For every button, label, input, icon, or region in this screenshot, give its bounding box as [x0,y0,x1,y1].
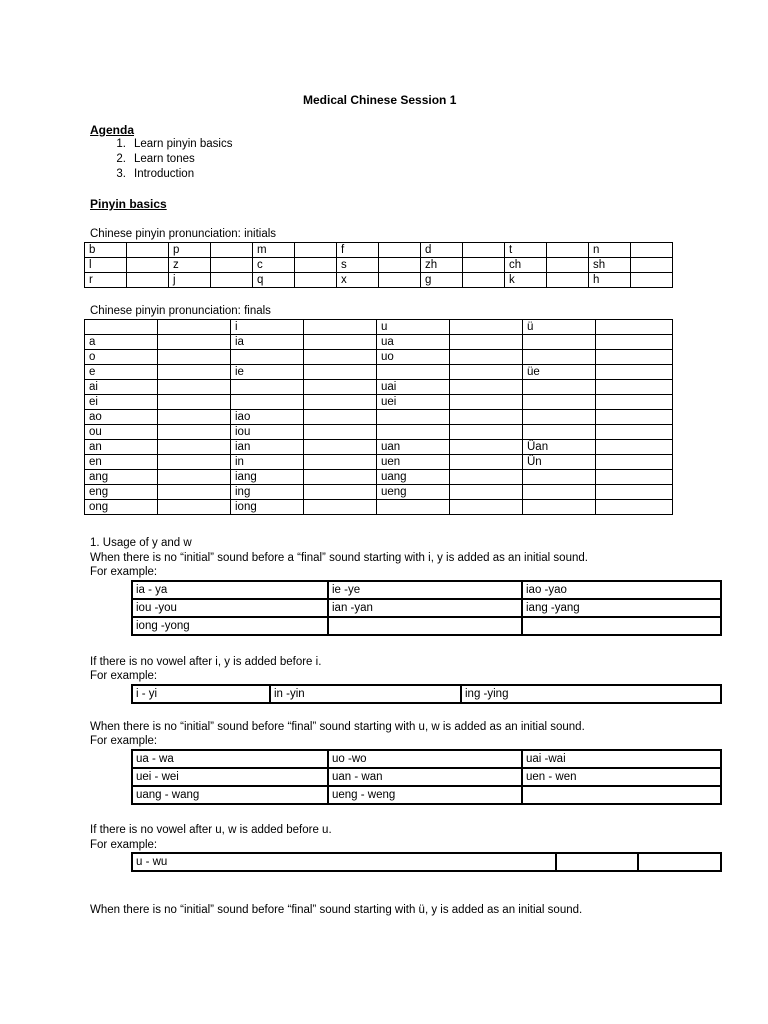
table-cell: b [85,243,127,258]
table-cell: a [85,335,158,350]
y-examples-table [131,580,722,636]
table-cell: o [85,350,158,365]
table-cell [596,470,673,485]
table-cell [450,470,523,485]
table-cell [596,380,673,395]
table-cell: ch [505,258,547,273]
table-cell [450,440,523,455]
table-cell [556,853,638,871]
table-cell [596,335,673,350]
table-cell [463,258,505,273]
yw-sentence-4: If there is no vowel after u, w is added before u. [90,824,332,836]
example-row [132,599,721,617]
table-cell: uo [377,350,450,365]
table-cell [304,500,377,515]
table-cell [377,410,450,425]
yw-sentence-1: When there is no “initial” sound before a “final” sound starting with i, y is added as an initial sound. [90,552,588,564]
table-cell [638,853,721,871]
initials-caption: Chinese pinyin pronunciation: initials [90,228,277,240]
table-cell: ian -yan [328,599,522,617]
table-cell: ie [231,365,304,380]
table-cell: iao [231,410,304,425]
table-cell [158,395,231,410]
table-cell [596,500,673,515]
table-cell [596,455,673,470]
table-cell [523,485,596,500]
table-cell: p [169,243,211,258]
finals-row [85,455,673,470]
table-cell: in [231,455,304,470]
table-cell: ao [85,410,158,425]
table-cell [547,273,589,288]
table-cell: uai -wai [522,750,721,768]
table-cell: k [505,273,547,288]
table-cell: uei - wei [132,768,328,786]
table-cell [304,365,377,380]
table-cell: uang [377,470,450,485]
y-before-i-table [131,684,722,704]
example-row [132,786,721,804]
table-cell [596,410,673,425]
table-cell [450,485,523,500]
table-cell [523,500,596,515]
table-cell [158,470,231,485]
table-cell [127,273,169,288]
table-cell: iong -yong [132,617,328,635]
table-cell: i [231,320,304,335]
table-cell [523,425,596,440]
table-cell [379,243,421,258]
table-cell: uan - wan [328,768,522,786]
table-cell [211,258,253,273]
table-cell: ueng [377,485,450,500]
table-cell: uen - wen [522,768,721,786]
table-cell [304,470,377,485]
table-cell [158,335,231,350]
table-cell [522,786,721,804]
table-cell [463,273,505,288]
agenda-item: 3. Introduction [116,168,195,180]
table-cell [631,258,673,273]
table-cell [304,395,377,410]
table-cell [377,500,450,515]
table-cell [547,258,589,273]
finals-row [85,410,673,425]
table-cell: ang [85,470,158,485]
finals-row [85,485,673,500]
table-cell: ian [231,440,304,455]
table-cell [596,320,673,335]
table-cell: i - yi [132,685,270,703]
example-row [132,685,721,703]
table-cell [379,273,421,288]
table-cell: ai [85,380,158,395]
table-cell: eng [85,485,158,500]
table-cell [158,320,231,335]
table-cell [211,273,253,288]
table-cell [596,395,673,410]
example-row [132,853,721,871]
table-cell: ueng - weng [328,786,522,804]
table-cell [596,425,673,440]
w-examples-table [131,749,722,805]
table-cell [596,440,673,455]
table-cell: iang [231,470,304,485]
table-cell [158,380,231,395]
example-row [132,768,721,786]
table-cell [450,500,523,515]
table-cell: uang - wang [132,786,328,804]
table-cell: ing -ying [461,685,721,703]
table-cell [211,243,253,258]
table-cell: ua [377,335,450,350]
table-cell: q [253,273,295,288]
table-cell: an [85,440,158,455]
agenda-heading: Agenda [90,123,135,137]
page-title: Medical Chinese Session 1 [303,93,457,107]
table-cell [522,617,721,635]
table-cell: ou [85,425,158,440]
example-label-1: For example: [90,566,158,578]
table-cell [304,425,377,440]
initials-row [85,243,673,258]
agenda-item: 2. Learn tones [116,153,195,165]
table-cell: sh [589,258,631,273]
table-cell [295,258,337,273]
table-cell: u [377,320,450,335]
table-cell [295,243,337,258]
finals-row [85,440,673,455]
table-cell: l [85,258,127,273]
table-cell [85,320,158,335]
table-cell: ia [231,335,304,350]
yw-sentence-5: When there is no “initial” sound before “final” sound starting with ü, y is added as an initial sound. [90,904,583,916]
table-cell: d [421,243,463,258]
table-cell [231,350,304,365]
example-label-3: For example: [90,735,158,747]
table-cell [523,470,596,485]
table-cell [450,335,523,350]
yw-sentence-3: When there is no “initial” sound before “final” sound starting with u, w is added as an initial sound. [90,721,585,733]
table-cell: m [253,243,295,258]
table-cell [450,365,523,380]
table-cell: uo -wo [328,750,522,768]
table-cell: üe [523,365,596,380]
table-cell [304,440,377,455]
finals-row [85,500,673,515]
table-cell: t [505,243,547,258]
table-cell: Ün [523,455,596,470]
table-cell: ie -ye [328,581,522,599]
table-cell [450,410,523,425]
table-cell: ia - ya [132,581,328,599]
table-cell: ua - wa [132,750,328,768]
table-cell: uen [377,455,450,470]
table-cell: uei [377,395,450,410]
table-cell [304,485,377,500]
table-cell [450,455,523,470]
table-cell [596,350,673,365]
table-cell: e [85,365,158,380]
table-cell [158,410,231,425]
finals-row [85,470,673,485]
table-cell: uan [377,440,450,455]
yw-sentence-2: If there is no vowel after i, y is added before i. [90,656,322,668]
table-cell: u - wu [132,853,556,871]
table-cell: f [337,243,379,258]
example-label-2: For example: [90,670,158,682]
table-cell [523,395,596,410]
table-cell [304,335,377,350]
table-cell: n [589,243,631,258]
table-cell: r [85,273,127,288]
table-cell [158,365,231,380]
table-cell: ü [523,320,596,335]
table-cell [304,455,377,470]
table-cell [231,395,304,410]
finals-row [85,365,673,380]
table-cell [523,335,596,350]
table-cell [450,350,523,365]
table-cell [631,243,673,258]
finals-row [85,425,673,440]
table-cell [523,410,596,425]
table-cell: iong [231,500,304,515]
table-cell [158,455,231,470]
finals-row [85,395,673,410]
table-cell: iou [231,425,304,440]
table-cell: s [337,258,379,273]
table-cell [377,365,450,380]
table-cell [231,380,304,395]
table-cell [158,425,231,440]
table-cell [158,485,231,500]
table-cell [127,243,169,258]
table-cell [547,243,589,258]
table-cell: zh [421,258,463,273]
table-cell [450,425,523,440]
table-cell [450,395,523,410]
table-cell [304,380,377,395]
table-cell: g [421,273,463,288]
example-row [132,581,721,599]
finals-row [85,320,673,335]
table-cell [463,243,505,258]
table-cell [158,440,231,455]
pinyin-basics-heading: Pinyin basics [90,197,167,211]
agenda-item: 1. Learn pinyin basics [116,138,233,150]
table-cell: ing [231,485,304,500]
table-cell: iao -yao [522,581,721,599]
table-cell [631,273,673,288]
finals-table [84,319,673,515]
table-cell: h [589,273,631,288]
finals-row [85,335,673,350]
table-cell: z [169,258,211,273]
initials-table [84,242,673,288]
table-cell [328,617,522,635]
table-cell [158,500,231,515]
table-cell: x [337,273,379,288]
table-cell [450,380,523,395]
table-cell: iang -yang [522,599,721,617]
table-cell [304,410,377,425]
table-cell [377,425,450,440]
table-cell: iou -you [132,599,328,617]
table-cell [127,258,169,273]
agenda-list [104,137,232,182]
table-cell [596,485,673,500]
table-cell [596,365,673,380]
table-cell [379,258,421,273]
table-cell [523,380,596,395]
table-cell: ong [85,500,158,515]
table-cell: en [85,455,158,470]
table-cell: c [253,258,295,273]
table-cell: Üan [523,440,596,455]
finals-row [85,350,673,365]
yw-heading: 1. Usage of y and w [90,537,192,549]
example-label-4: For example: [90,839,158,851]
initials-row [85,273,673,288]
table-cell [450,320,523,335]
example-row [132,750,721,768]
initials-row [85,258,673,273]
table-cell: j [169,273,211,288]
finals-caption: Chinese pinyin pronunciation: finals [90,305,271,317]
table-cell: in -yin [270,685,461,703]
table-cell [304,350,377,365]
example-row [132,617,721,635]
table-cell: ei [85,395,158,410]
table-cell [523,350,596,365]
w-before-u-table [131,852,722,872]
table-cell [158,350,231,365]
table-cell [304,320,377,335]
finals-row [85,380,673,395]
table-cell: uai [377,380,450,395]
table-cell [295,273,337,288]
